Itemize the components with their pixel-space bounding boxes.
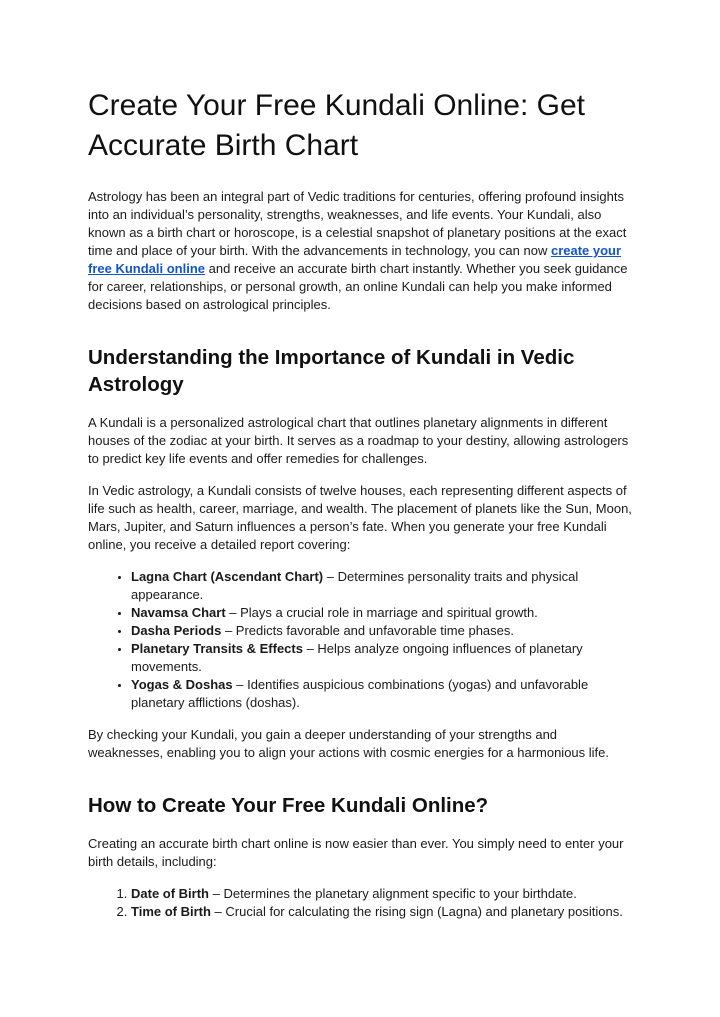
list-item-desc: – Predicts favorable and unfavorable time phases. (221, 623, 514, 638)
section-heading-how-to: How to Create Your Free Kundali Online? (88, 794, 489, 817)
list-item-term: Time of Birth (131, 904, 211, 919)
list-item (131, 676, 632, 712)
create-kundali-link[interactable]: create your free Kundali online (88, 243, 622, 276)
list-item-term: Planetary Transits & Effects (131, 641, 303, 656)
list-item (131, 568, 632, 604)
list-item (131, 640, 632, 676)
list-item-term: Navamsa Chart (131, 605, 226, 620)
list-item-desc: – Helps analyze ongoing influences of planetary movements. (131, 641, 583, 674)
list-item-desc: – Identifies auspicious combinations (yogas) and unfavorable planetary afflictions (doshas). (131, 677, 589, 710)
list-item (131, 885, 632, 903)
birth-details-list (88, 885, 632, 921)
report-features-list (88, 568, 632, 712)
section1-paragraph-3: By checking your Kundali, you gain a deeper understanding of your strengths and weaknesses, enabling you to align your actions with cosmic energies for a harmonious life. (88, 727, 609, 760)
list-item-term: Yogas & Doshas (131, 677, 233, 692)
list-item-desc: – Determines personality traits and physical appearance. (131, 569, 579, 602)
list-item (131, 622, 632, 640)
section-heading-importance: Understanding the Importance of Kundali in Vedic Astrology (88, 346, 575, 396)
page-title: Create Your Free Kundali Online: Get Accurate Birth Chart (88, 89, 585, 162)
list-item-term: Lagna Chart (Ascendant Chart) (131, 569, 324, 584)
list-item-term: Dasha Periods (131, 623, 222, 638)
list-item (131, 903, 632, 921)
intro-text-before-link: Astrology has been an integral part of Vedic traditions for centuries, offering profound insights into an individual’s personality, strengths, weaknesses, and life events. Your Kundali, also known as a birth chart or horoscope, is a celestial snapshot of planetary positions at the exact time and place of your birth. With the advancements in technology, you can now (88, 189, 627, 258)
list-item (131, 604, 632, 622)
section2-paragraph-1: Creating an accurate birth chart online is now easier than ever. You simply need to enter your birth details, including: (88, 836, 624, 869)
intro-text-after-link: and receive an accurate birth chart instantly. Whether you seek guidance for career, relationships, or personal growth, an online Kundali can help you make informed decisions based on astrological principles. (88, 261, 628, 312)
list-item-desc: – Determines the planetary alignment specific to your birthdate. (209, 886, 577, 901)
section1-paragraph-2: In Vedic astrology, a Kundali consists of twelve houses, each representing different aspects of life such as health, career, marriage, and wealth. The placement of planets like the Sun, Moon, Mars, Jupiter, and Saturn influences a person’s fate. When you generate your free Kundali online, you receive a detailed report covering: (88, 483, 632, 552)
list-item-term: Date of Birth (131, 886, 209, 901)
intro-paragraph (88, 188, 632, 314)
section1-paragraph-1: A Kundali is a personalized astrological chart that outlines planetary alignments in different houses of the zodiac at your birth. It serves as a roadmap to your destiny, allowing astrologers to predict key life events and offer remedies for challenges. (88, 415, 629, 466)
list-item-desc: – Crucial for calculating the rising sign (Lagna) and planetary positions. (210, 904, 623, 919)
list-item-desc: – Plays a crucial role in marriage and spiritual growth. (225, 605, 538, 620)
